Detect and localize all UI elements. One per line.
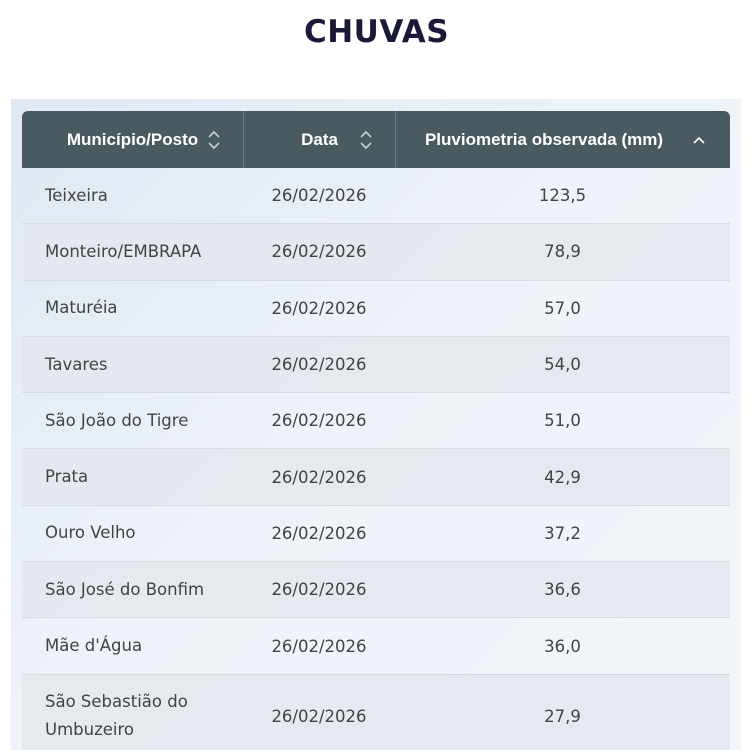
- table-row: [22, 281, 730, 337]
- cell-pluviometria: 78,9: [544, 242, 581, 262]
- cell-data: 26/02/2026: [271, 523, 367, 543]
- table-row: [22, 506, 730, 562]
- cell-municipio: Maturéia: [45, 298, 118, 318]
- cell-municipio: Mãe d'Água: [45, 636, 143, 656]
- cell-data: 26/02/2026: [271, 298, 367, 318]
- table-header: [22, 111, 730, 168]
- column-header-municipio[interactable]: [22, 111, 243, 168]
- column-header-label: Pluviometria observada (mm): [424, 129, 664, 149]
- table-row: [22, 168, 730, 224]
- table-row: [22, 449, 730, 505]
- column-header-pluviometria[interactable]: [395, 111, 730, 168]
- cell-pluviometria: 51,0: [544, 411, 581, 431]
- cell-data: 26/02/2026: [271, 467, 367, 487]
- cell-data: 26/02/2026: [271, 242, 367, 262]
- table-row: [22, 337, 730, 393]
- cell-pluviometria: 57,0: [544, 298, 581, 318]
- cell-data: 26/02/2026: [271, 186, 367, 206]
- cell-data: 26/02/2026: [271, 411, 367, 431]
- sort-up-down-icon: [359, 129, 373, 151]
- cell-data: 26/02/2026: [271, 706, 367, 726]
- rainfall-table: [22, 111, 730, 750]
- column-header-data[interactable]: [243, 111, 395, 168]
- cell-municipio: Tavares: [45, 354, 108, 374]
- cell-municipio: Monteiro/EMBRAPA: [45, 241, 202, 261]
- cell-pluviometria: 27,9: [544, 706, 581, 726]
- cell-data: 26/02/2026: [271, 636, 367, 656]
- column-header-label: Município/Posto: [66, 129, 199, 149]
- column-header-label: Data: [301, 129, 338, 149]
- table-row: [22, 393, 730, 449]
- table-row: [22, 675, 730, 750]
- cell-municipio: Teixeira: [45, 185, 108, 205]
- chevron-up-icon: [692, 129, 706, 151]
- cell-municipio: São João do Tigre: [45, 410, 189, 430]
- table-row: [22, 224, 730, 280]
- cell-municipio: São Sebastião do Umbuzeiro: [45, 692, 188, 740]
- cell-municipio: São José do Bonfim: [45, 579, 205, 599]
- cell-pluviometria: 42,9: [544, 467, 581, 487]
- table-row: [22, 562, 730, 618]
- cell-pluviometria: 54,0: [544, 355, 581, 375]
- cell-municipio: Prata: [45, 467, 89, 487]
- cell-data: 26/02/2026: [271, 355, 367, 375]
- cell-pluviometria: 36,0: [544, 636, 581, 656]
- cell-municipio: Ouro Velho: [45, 523, 136, 543]
- page-title: CHUVAS: [303, 14, 450, 50]
- table-row: [22, 618, 730, 674]
- cell-data: 26/02/2026: [271, 580, 367, 600]
- cell-pluviometria: 36,6: [544, 580, 581, 600]
- sort-up-down-icon: [207, 129, 221, 151]
- cell-pluviometria: 37,2: [544, 523, 581, 543]
- cell-pluviometria: 123,5: [538, 186, 587, 206]
